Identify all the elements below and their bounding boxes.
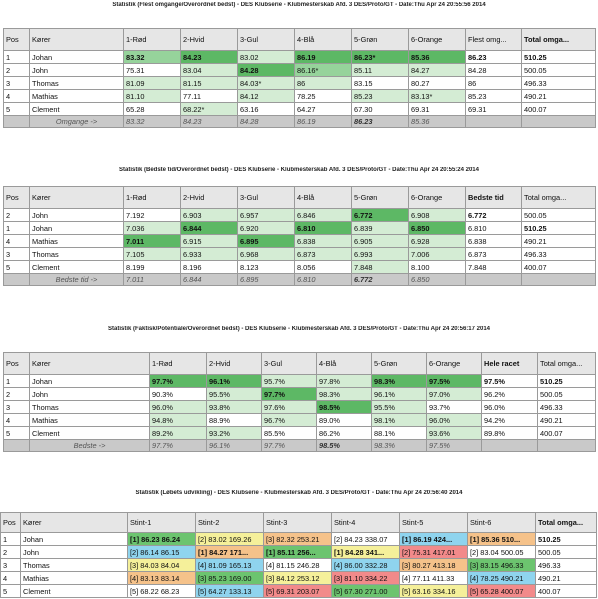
table-header-row [1,513,597,533]
cell: [2] 84.23 338.07 [332,533,400,546]
cell: 83.02 [238,51,295,64]
cell: 400.07 [536,585,597,598]
cell: 6.968 [238,248,295,261]
col-header-total[interactable]: Total omga... [522,29,596,51]
cell: [3] 82.32 253.21 [264,533,332,546]
cell: 6.810 [295,222,352,235]
col-header-lane3[interactable]: 3-Gul [238,187,295,209]
cell: [5] 67.30 271.00 [332,585,400,598]
table-most-laps [3,28,596,128]
cell: 69.31 [409,103,466,116]
cell: [4] 78.25 490.21 [468,572,536,585]
summary-label: Bedste tid -> [30,274,124,286]
cell: 510.25 [538,375,596,388]
cell: 84.27 [409,64,466,77]
cell: 89.0% [317,414,372,427]
col-header-lane1[interactable]: 1-Rød [150,353,207,375]
table-row [4,64,596,77]
cell: 6.838 [295,235,352,248]
cell: 85.11 [352,64,409,77]
cell: 400.07 [522,103,596,116]
cell: 85.5% [262,427,317,440]
col-header-lane4[interactable]: 4-Blå [317,353,372,375]
table3-title: Statistik (Faktisk/Potentiale/Overordnet bedst) - DES Klubserie - Klubmesterskab Afd. 3 DES/Proto/GT - Date:Thu Apr 24 20:56:17 2014 [108,326,490,332]
cell: Johan [30,222,124,235]
table-row [4,388,596,401]
cell: 97.7% [262,440,317,452]
cell: 490.21 [522,235,596,248]
col-header-stint5[interactable]: Stint-5 [400,513,468,533]
cell: 80.27 [409,77,466,90]
col-header-lane2[interactable]: 2-Hvid [207,353,262,375]
cell [466,274,522,286]
cell: 86 [295,77,352,90]
cell: 93.2% [207,427,262,440]
cell: [1] 84.28 341... [332,546,400,559]
cell: Johan [21,533,128,546]
cell: 6.920 [238,222,295,235]
col-header-total[interactable]: Total omga... [538,353,596,375]
cell: 490.21 [538,414,596,427]
cell: 86.16* [295,64,352,77]
table-potential [3,352,596,452]
cell: 5 [4,427,30,440]
cell: 2 [4,388,30,401]
cell: 84.28 [466,64,522,77]
cell: 510.25 [522,51,596,64]
table-row [4,414,596,427]
col-header-stint6[interactable]: Stint-6 [468,513,536,533]
summary-row [4,440,596,452]
cell: 86.2% [317,427,372,440]
summary-label: Bedste -> [30,440,150,452]
cell: 8.199 [124,261,181,274]
cell [538,440,596,452]
cell: 7.006 [409,248,466,261]
cell: [5] 65.28 400.07 [468,585,536,598]
col-header-lane2[interactable]: 2-Hvid [181,29,238,51]
cell: 6.846 [295,209,352,222]
cell: [2] 83.02 169.26 [196,533,264,546]
cell: 83.15 [352,77,409,90]
cell: [1] 86.23 86.24 [128,533,196,546]
cell: 94.8% [150,414,207,427]
col-header-lane3[interactable]: 3-Gul [238,29,295,51]
col-header-stint3[interactable]: Stint-3 [264,513,332,533]
col-header-pos[interactable]: Pos [4,187,30,209]
cell: 6.772 [352,209,409,222]
cell: 68.22* [181,103,238,116]
cell: 88.1% [372,427,427,440]
cell: 97.5% [427,375,482,388]
cell: 84.28 [238,64,295,77]
col-header-lane3[interactable]: 3-Gul [262,353,317,375]
table-row [4,427,596,440]
cell [522,274,596,286]
cell: Mathias [30,235,124,248]
cell: 6.908 [409,209,466,222]
cell: 5 [4,103,30,116]
cell: 6.933 [181,248,238,261]
cell: 64.27 [295,103,352,116]
table-row [4,77,596,90]
cell: 78.25 [295,90,352,103]
cell: 94.2% [482,414,538,427]
cell: 86.19 [295,51,352,64]
cell: 95.5% [372,401,427,414]
cell: 496.33 [536,559,597,572]
cell: Mathias [30,414,150,427]
cell: Thomas [30,248,124,261]
cell: 3 [4,401,30,414]
col-header-lane6[interactable]: 6-Orange [409,29,466,51]
col-header-pos[interactable]: Pos [4,353,30,375]
table-header-row [4,353,596,375]
cell: 6.850 [409,274,466,286]
cell: 96.0% [150,401,207,414]
cell: 84.03* [238,77,295,90]
cell: 1 [4,51,30,64]
cell: [3] 84.12 253.12 [264,572,332,585]
cell: 6.844 [181,222,238,235]
table2-title: Statistik (Bedste tid/Overordnet bedst) - DES Klubserie - Klubmesterskab Afd. 3 DES/Proto/GT - Date:Thu Apr 24 20:55:24 2014 [119,167,479,173]
cell: [5] 63.16 334.16 [400,585,468,598]
cell: 7.848 [352,261,409,274]
cell: 97.7% [150,440,207,452]
cell: 97.0% [427,388,482,401]
cell: [5] 64.27 133.13 [196,585,264,598]
cell: 6.903 [181,209,238,222]
cell: 490.21 [536,572,597,585]
cell: 6.993 [352,248,409,261]
cell: 77.11 [181,90,238,103]
cell: 5 [1,585,21,598]
cell: 7.848 [466,261,522,274]
cell: 96.1% [207,375,262,388]
cell: 3 [4,77,30,90]
cell [482,440,538,452]
cell: 93.8% [207,401,262,414]
summary-row [4,116,596,128]
table-row [4,209,596,222]
cell: Mathias [30,90,124,103]
cell: John [30,64,124,77]
cell: 2 [4,209,30,222]
col-header-lane5[interactable]: 5-Grøn [372,353,427,375]
cell: 496.33 [522,77,596,90]
cell: 98.3% [372,375,427,388]
cell: 490.21 [522,90,596,103]
cell: 83.32 [124,116,181,128]
cell: 2 [1,546,21,559]
col-header-lane5[interactable]: 5-Grøn [352,187,409,209]
cell: 6.895 [238,235,295,248]
cell: 81.10 [124,90,181,103]
col-header-lane6[interactable]: 6-Orange [409,187,466,209]
cell: 510.25 [536,533,597,546]
cell: [3] 81.10 334.22 [332,572,400,585]
cell: 6.839 [352,222,409,235]
cell: 7.192 [124,209,181,222]
cell: 98.3% [372,440,427,452]
cell: 7.011 [124,274,181,286]
col-header-most-laps[interactable]: Flest omg... [466,29,522,51]
summary-label: Omgange -> [30,116,124,128]
cell: 4 [4,414,30,427]
table-row [4,51,596,64]
col-header-driver[interactable]: Kører [21,513,128,533]
cell: 85.36 [409,116,466,128]
cell: [2] 83.04 500.05 [468,546,536,559]
table-race-progress [0,512,597,598]
table-row [1,546,597,559]
cell: 85.23 [352,90,409,103]
table-row [4,90,596,103]
cell: 6.873 [466,248,522,261]
cell: 97.7% [262,388,317,401]
col-header-total[interactable]: Total omga... [536,513,597,533]
cell: 96.7% [262,414,317,427]
cell: 75.31 [124,64,181,77]
cell: 1 [4,222,30,235]
cell: 6.873 [295,248,352,261]
cell: 8.056 [295,261,352,274]
cell: 95.7% [262,375,317,388]
cell: 83.04 [181,64,238,77]
cell: 7.011 [124,235,181,248]
cell: 6.895 [238,274,295,286]
cell: 8.100 [409,261,466,274]
table-header-row [4,187,596,209]
cell: 400.07 [538,427,596,440]
cell: 84.23 [181,116,238,128]
cell: 83.32 [124,51,181,64]
cell: 84.28 [238,116,295,128]
col-header-driver[interactable]: Kører [30,187,124,209]
cell: 97.5% [482,375,538,388]
cell: Thomas [30,77,124,90]
col-header-driver[interactable]: Kører [30,353,150,375]
cell: 510.25 [522,222,596,235]
cell: [4] 83.13 83.14 [128,572,196,585]
cell: 86 [466,77,522,90]
cell: 4 [4,90,30,103]
table4-title: Statistik (Løbets udvikling) - DES Klubserie - Klubmesterskab Afd. 3 DES/Proto/GT - Date:Thu Apr 24 20:56:40 2014 [135,490,463,496]
cell: 7.036 [124,222,181,235]
col-header-stint2[interactable]: Stint-2 [196,513,264,533]
cell: 83.13* [409,90,466,103]
cell: 65.28 [124,103,181,116]
col-header-total[interactable]: Total omga... [522,187,596,209]
cell [466,116,522,128]
cell: Clement [21,585,128,598]
table-best-time [3,186,596,286]
cell: 97.6% [262,401,317,414]
cell: 96.1% [372,388,427,401]
col-header-driver[interactable]: Kører [30,29,124,51]
cell: 8.123 [238,261,295,274]
cell: [4] 81.09 165.13 [196,559,264,572]
cell: [1] 84.27 171... [196,546,264,559]
cell: 86.23* [352,51,409,64]
table-row [4,235,596,248]
col-header-whole-race[interactable]: Hele racet [482,353,538,375]
table-row [4,103,596,116]
col-header-best-time[interactable]: Bedste tid [466,187,522,209]
table-row [1,559,597,572]
cell: 6.772 [466,209,522,222]
summary-row [4,274,596,286]
cell: 6.838 [466,235,522,248]
cell: Johan [30,375,150,388]
cell: [3] 85.23 169.00 [196,572,264,585]
cell: Clement [30,261,124,274]
cell: [3] 80.27 413.18 [400,559,468,572]
cell: 96.0% [482,401,538,414]
cell: 6.772 [352,274,409,286]
col-header-stint1[interactable]: Stint-1 [128,513,196,533]
cell: 97.7% [150,375,207,388]
cell: 500.05 [522,209,596,222]
cell: 400.07 [522,261,596,274]
cell: 84.23 [181,51,238,64]
cell: 88.9% [207,414,262,427]
cell: 6.810 [466,222,522,235]
cell: 93.7% [427,401,482,414]
cell: Clement [30,103,124,116]
cell: 96.0% [427,414,482,427]
cell: 97.8% [317,375,372,388]
cell: 3 [4,248,30,261]
cell: John [30,388,150,401]
cell: 81.15 [181,77,238,90]
cell: 98.3% [317,388,372,401]
cell: Thomas [30,401,150,414]
cell: [2] 75.31 417.01 [400,546,468,559]
col-header-stint4[interactable]: Stint-4 [332,513,400,533]
cell: 90.3% [150,388,207,401]
cell: 95.5% [207,388,262,401]
cell: [2] 86.14 86.15 [128,546,196,559]
cell: 93.6% [427,427,482,440]
cell: 86.19 [295,116,352,128]
cell: 98.1% [372,414,427,427]
col-header-lane4[interactable]: 4-Blå [295,187,352,209]
cell [4,116,30,128]
cell: 6.844 [181,274,238,286]
cell: 500.05 [522,64,596,77]
cell: 6.810 [295,274,352,286]
cell [4,440,30,452]
table-row [1,585,597,598]
table-row [1,572,597,585]
cell: [1] 85.36 510... [468,533,536,546]
cell: 86.23 [352,116,409,128]
cell: 6.850 [409,222,466,235]
col-header-lane2[interactable]: 2-Hvid [181,187,238,209]
cell: [3] 83.15 496.33 [468,559,536,572]
table-row [1,533,597,546]
cell: 84.12 [238,90,295,103]
col-header-lane6[interactable]: 6-Orange [427,353,482,375]
cell: 4 [4,235,30,248]
cell: 85.36 [409,51,466,64]
cell: [4] 77.11 411.33 [400,572,468,585]
cell [522,116,596,128]
cell: 6.915 [181,235,238,248]
cell: 81.09 [124,77,181,90]
cell: 496.33 [538,401,596,414]
cell: 2 [4,64,30,77]
col-header-lane4[interactable]: 4-Blå [295,29,352,51]
table-header-row [4,29,596,51]
table-row [4,375,596,388]
table1-title: Statistik (Flest omgange/Overordnet bedst) - DES Klubserie - Klubmesterskab Afd. 3 DES/Proto/GT - Date:Thu Apr 24 20:55:56 2014 [112,2,486,8]
cell: 3 [1,559,21,572]
cell: 89.8% [482,427,538,440]
cell: Mathias [21,572,128,585]
cell: John [21,546,128,559]
cell: [1] 86.19 424... [400,533,468,546]
cell: 5 [4,261,30,274]
cell: Johan [30,51,124,64]
cell: 6.957 [238,209,295,222]
cell: Thomas [21,559,128,572]
cell: 85.23 [466,90,522,103]
col-header-lane1[interactable]: 1-Rød [124,29,181,51]
cell: 96.2% [482,388,538,401]
cell: 67.30 [352,103,409,116]
cell: 89.2% [150,427,207,440]
cell: [5] 68.22 68.23 [128,585,196,598]
col-header-lane1[interactable]: 1-Rød [124,187,181,209]
table-row [4,261,596,274]
table-row [4,401,596,414]
table-row [4,222,596,235]
cell: 97.5% [427,440,482,452]
cell: 500.05 [536,546,597,559]
cell: 8.196 [181,261,238,274]
cell: Clement [30,427,150,440]
table-row [4,248,596,261]
cell: 1 [1,533,21,546]
cell [4,274,30,286]
cell: 7.105 [124,248,181,261]
cell: 63.16 [238,103,295,116]
cell: 500.05 [538,388,596,401]
cell: 1 [4,375,30,388]
cell: 98.5% [317,440,372,452]
cell: 69.31 [466,103,522,116]
col-header-pos[interactable]: Pos [1,513,21,533]
cell: [4] 86.00 332.28 [332,559,400,572]
cell: [3] 84.03 84.04 [128,559,196,572]
cell: 6.905 [352,235,409,248]
cell: [4] 81.15 246.28 [264,559,332,572]
cell: 6.928 [409,235,466,248]
col-header-pos[interactable]: Pos [4,29,30,51]
cell: 496.33 [522,248,596,261]
cell: John [30,209,124,222]
col-header-lane5[interactable]: 5-Grøn [352,29,409,51]
cell: 98.5% [317,401,372,414]
cell: 86.23 [466,51,522,64]
cell: 4 [1,572,21,585]
cell: 96.1% [207,440,262,452]
cell: [1] 85.11 256... [264,546,332,559]
cell: [5] 69.31 203.07 [264,585,332,598]
